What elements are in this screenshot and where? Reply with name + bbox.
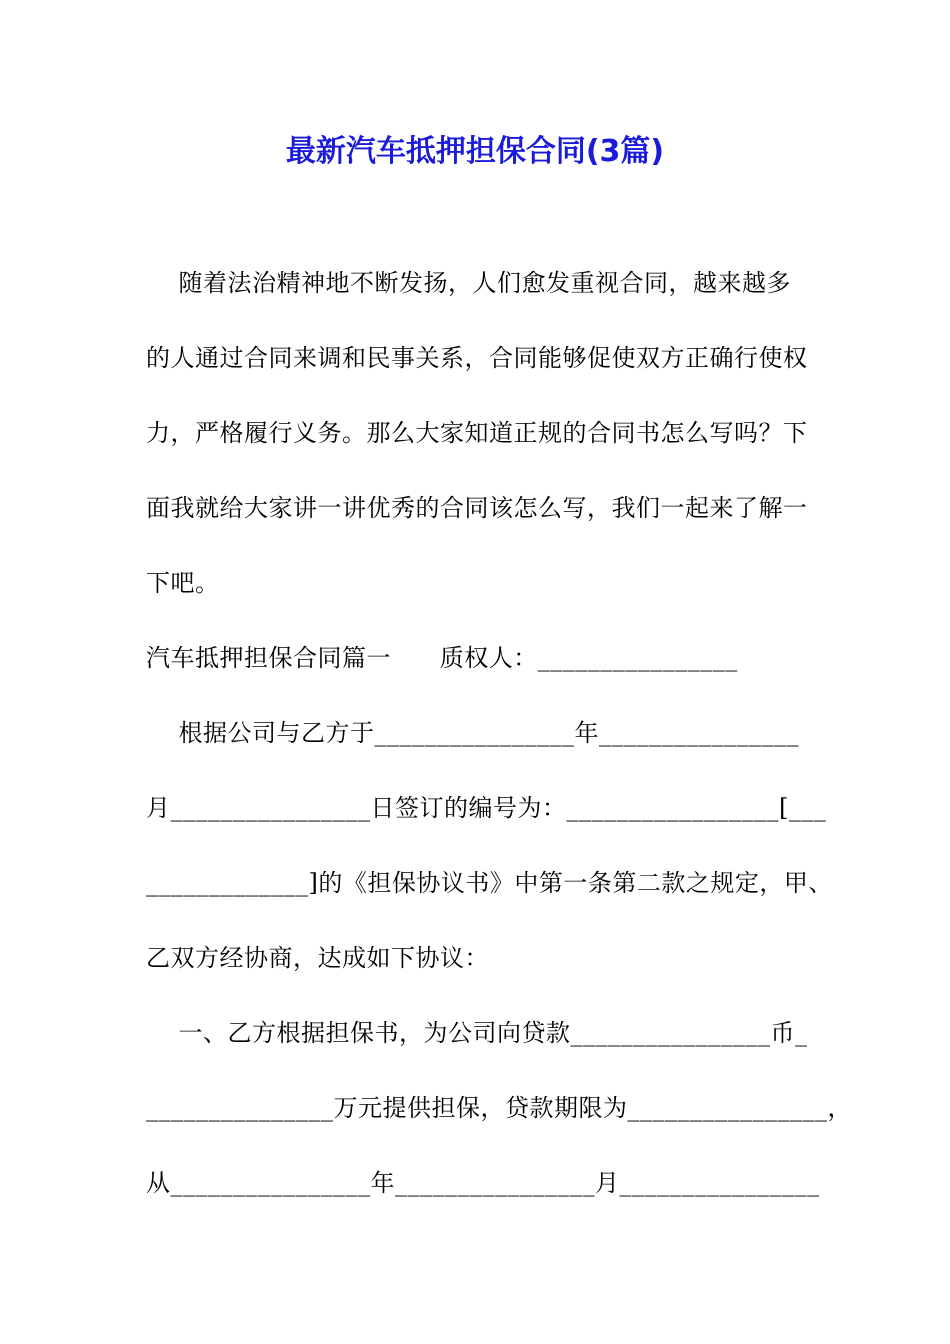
body-text-line-3: 力，严格履行义务。那么大家知道正规的合同书怎么写吗？下 [146, 419, 808, 447]
body-text-line-11: 一、乙方根据担保书，为公司向贷款________________币_ [146, 1019, 808, 1047]
body-text-line-13: 从________________年________________月________________ [146, 1169, 820, 1197]
page-title: 最新汽车抵押担保合同(3篇) [285, 134, 665, 169]
body-text-line-9: _____________]的《担保协议书》中第一条第二款之规定，甲、 [146, 869, 833, 897]
body-text-line-4: 面我就给大家讲一讲优秀的合同该怎么写，我们一起来了解一 [146, 494, 808, 522]
body-text-line-7: 根据公司与乙方于________________年________________ [146, 719, 800, 747]
body-text-line-1: 随着法治精神地不断发扬，人们愈发重视合同，越来越多 [146, 269, 792, 297]
body-text-line-2: 的人通过合同来调和民事关系，合同能够促使双方正确行使权 [146, 344, 808, 372]
section-heading-line: 汽车抵押担保合同篇一 质权人：________________ [146, 644, 738, 672]
body-text-line-12: _______________万元提供担保，贷款期限为________________， [146, 1094, 852, 1122]
body-text-line-8: 月________________日签订的编号为：_________________[___ [146, 794, 827, 822]
body-text-line-10: 乙双方经协商，达成如下协议： [146, 944, 489, 972]
body-text-line-5: 下吧。 [146, 569, 220, 597]
